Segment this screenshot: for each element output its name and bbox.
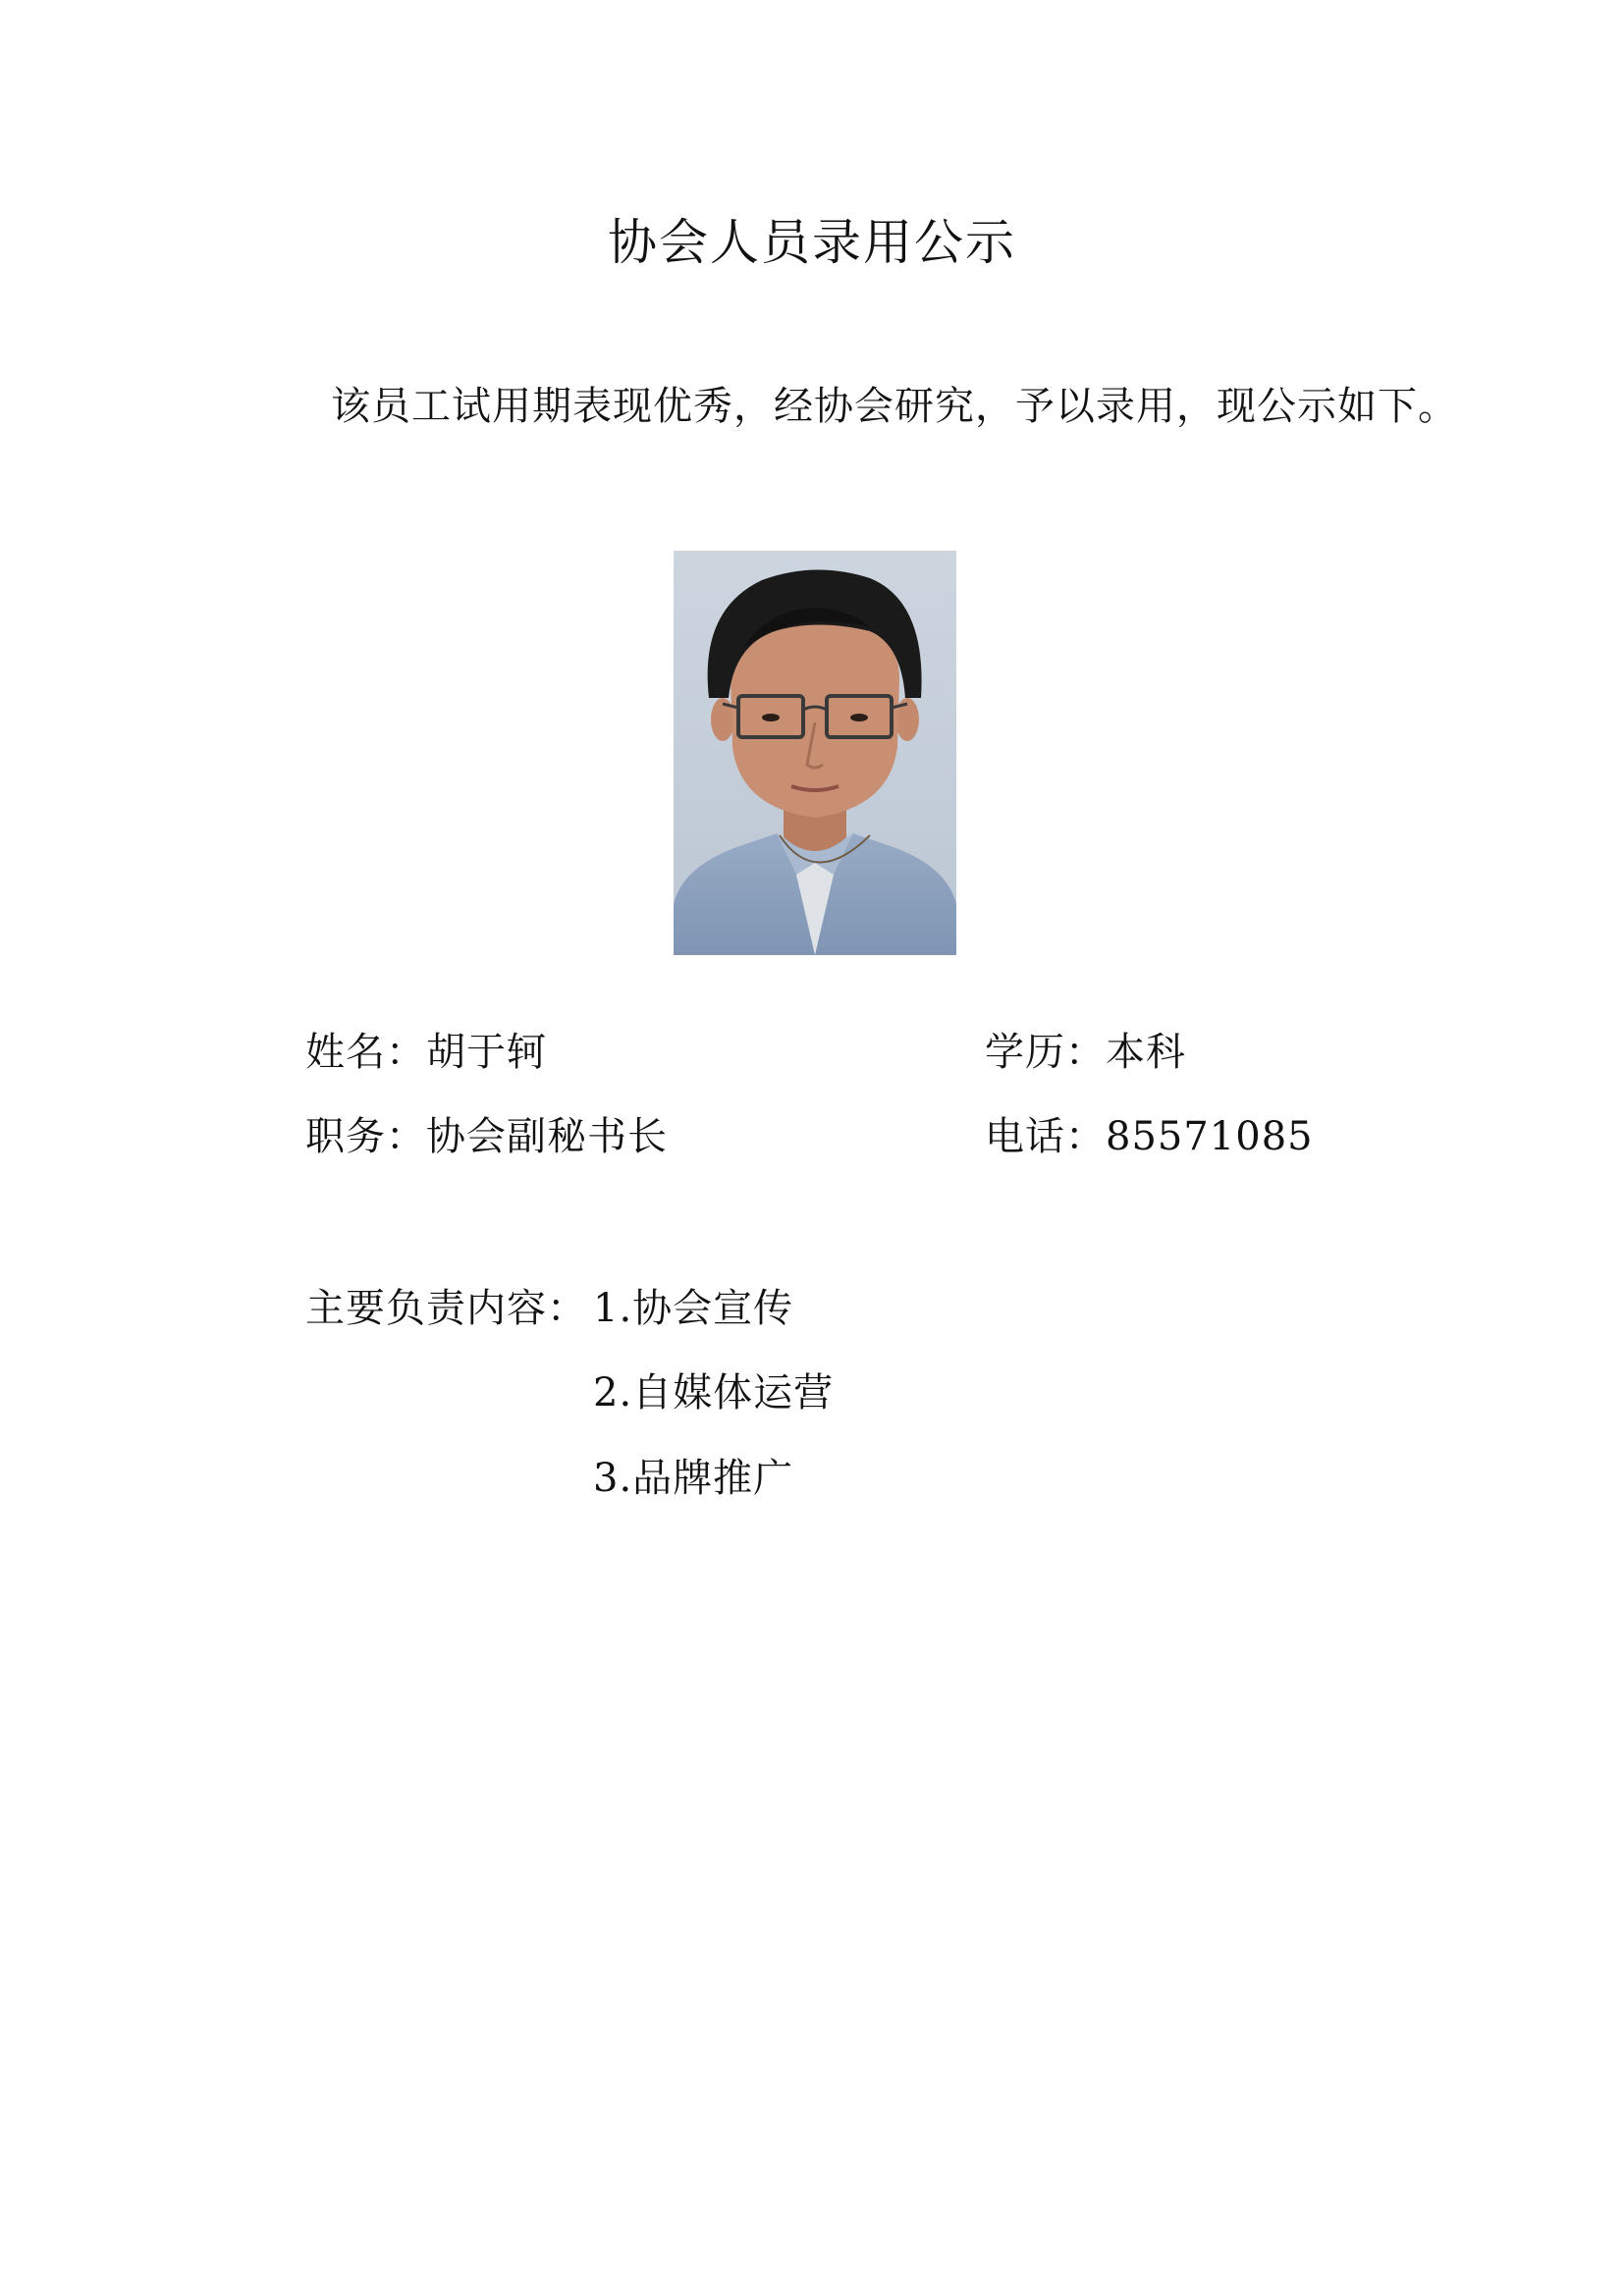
portrait-icon bbox=[674, 551, 956, 955]
position-value: 协会副秘书长 bbox=[426, 1114, 668, 1159]
education-value: 本科 bbox=[1106, 1030, 1186, 1075]
page-title: 协会人员录用公示 bbox=[608, 214, 1016, 271]
education-label: 学历： bbox=[985, 1030, 1106, 1075]
position-field bbox=[305, 1109, 668, 1164]
education-field bbox=[985, 1025, 1186, 1080]
phone-field bbox=[985, 1109, 1314, 1164]
phone-value: 85571085 bbox=[1106, 1114, 1314, 1159]
portrait-photo bbox=[674, 551, 956, 955]
duty-item: 3.品牌推广 bbox=[593, 1456, 794, 1501]
name-label: 姓名： bbox=[305, 1030, 426, 1075]
name-value: 胡于轲 bbox=[426, 1030, 547, 1075]
phone-label: 电话： bbox=[985, 1114, 1106, 1159]
intro-paragraph: 该员工试用期表现优秀，经协会研究，予以录用，现公示如下。 bbox=[331, 384, 1458, 429]
duties-label: 主要负责内容： bbox=[305, 1286, 587, 1331]
position-label: 职务： bbox=[305, 1114, 426, 1159]
name-field bbox=[305, 1025, 547, 1080]
duty-item: 1.协会宣传 bbox=[593, 1286, 794, 1331]
duty-item: 2.自媒体运营 bbox=[593, 1370, 835, 1415]
